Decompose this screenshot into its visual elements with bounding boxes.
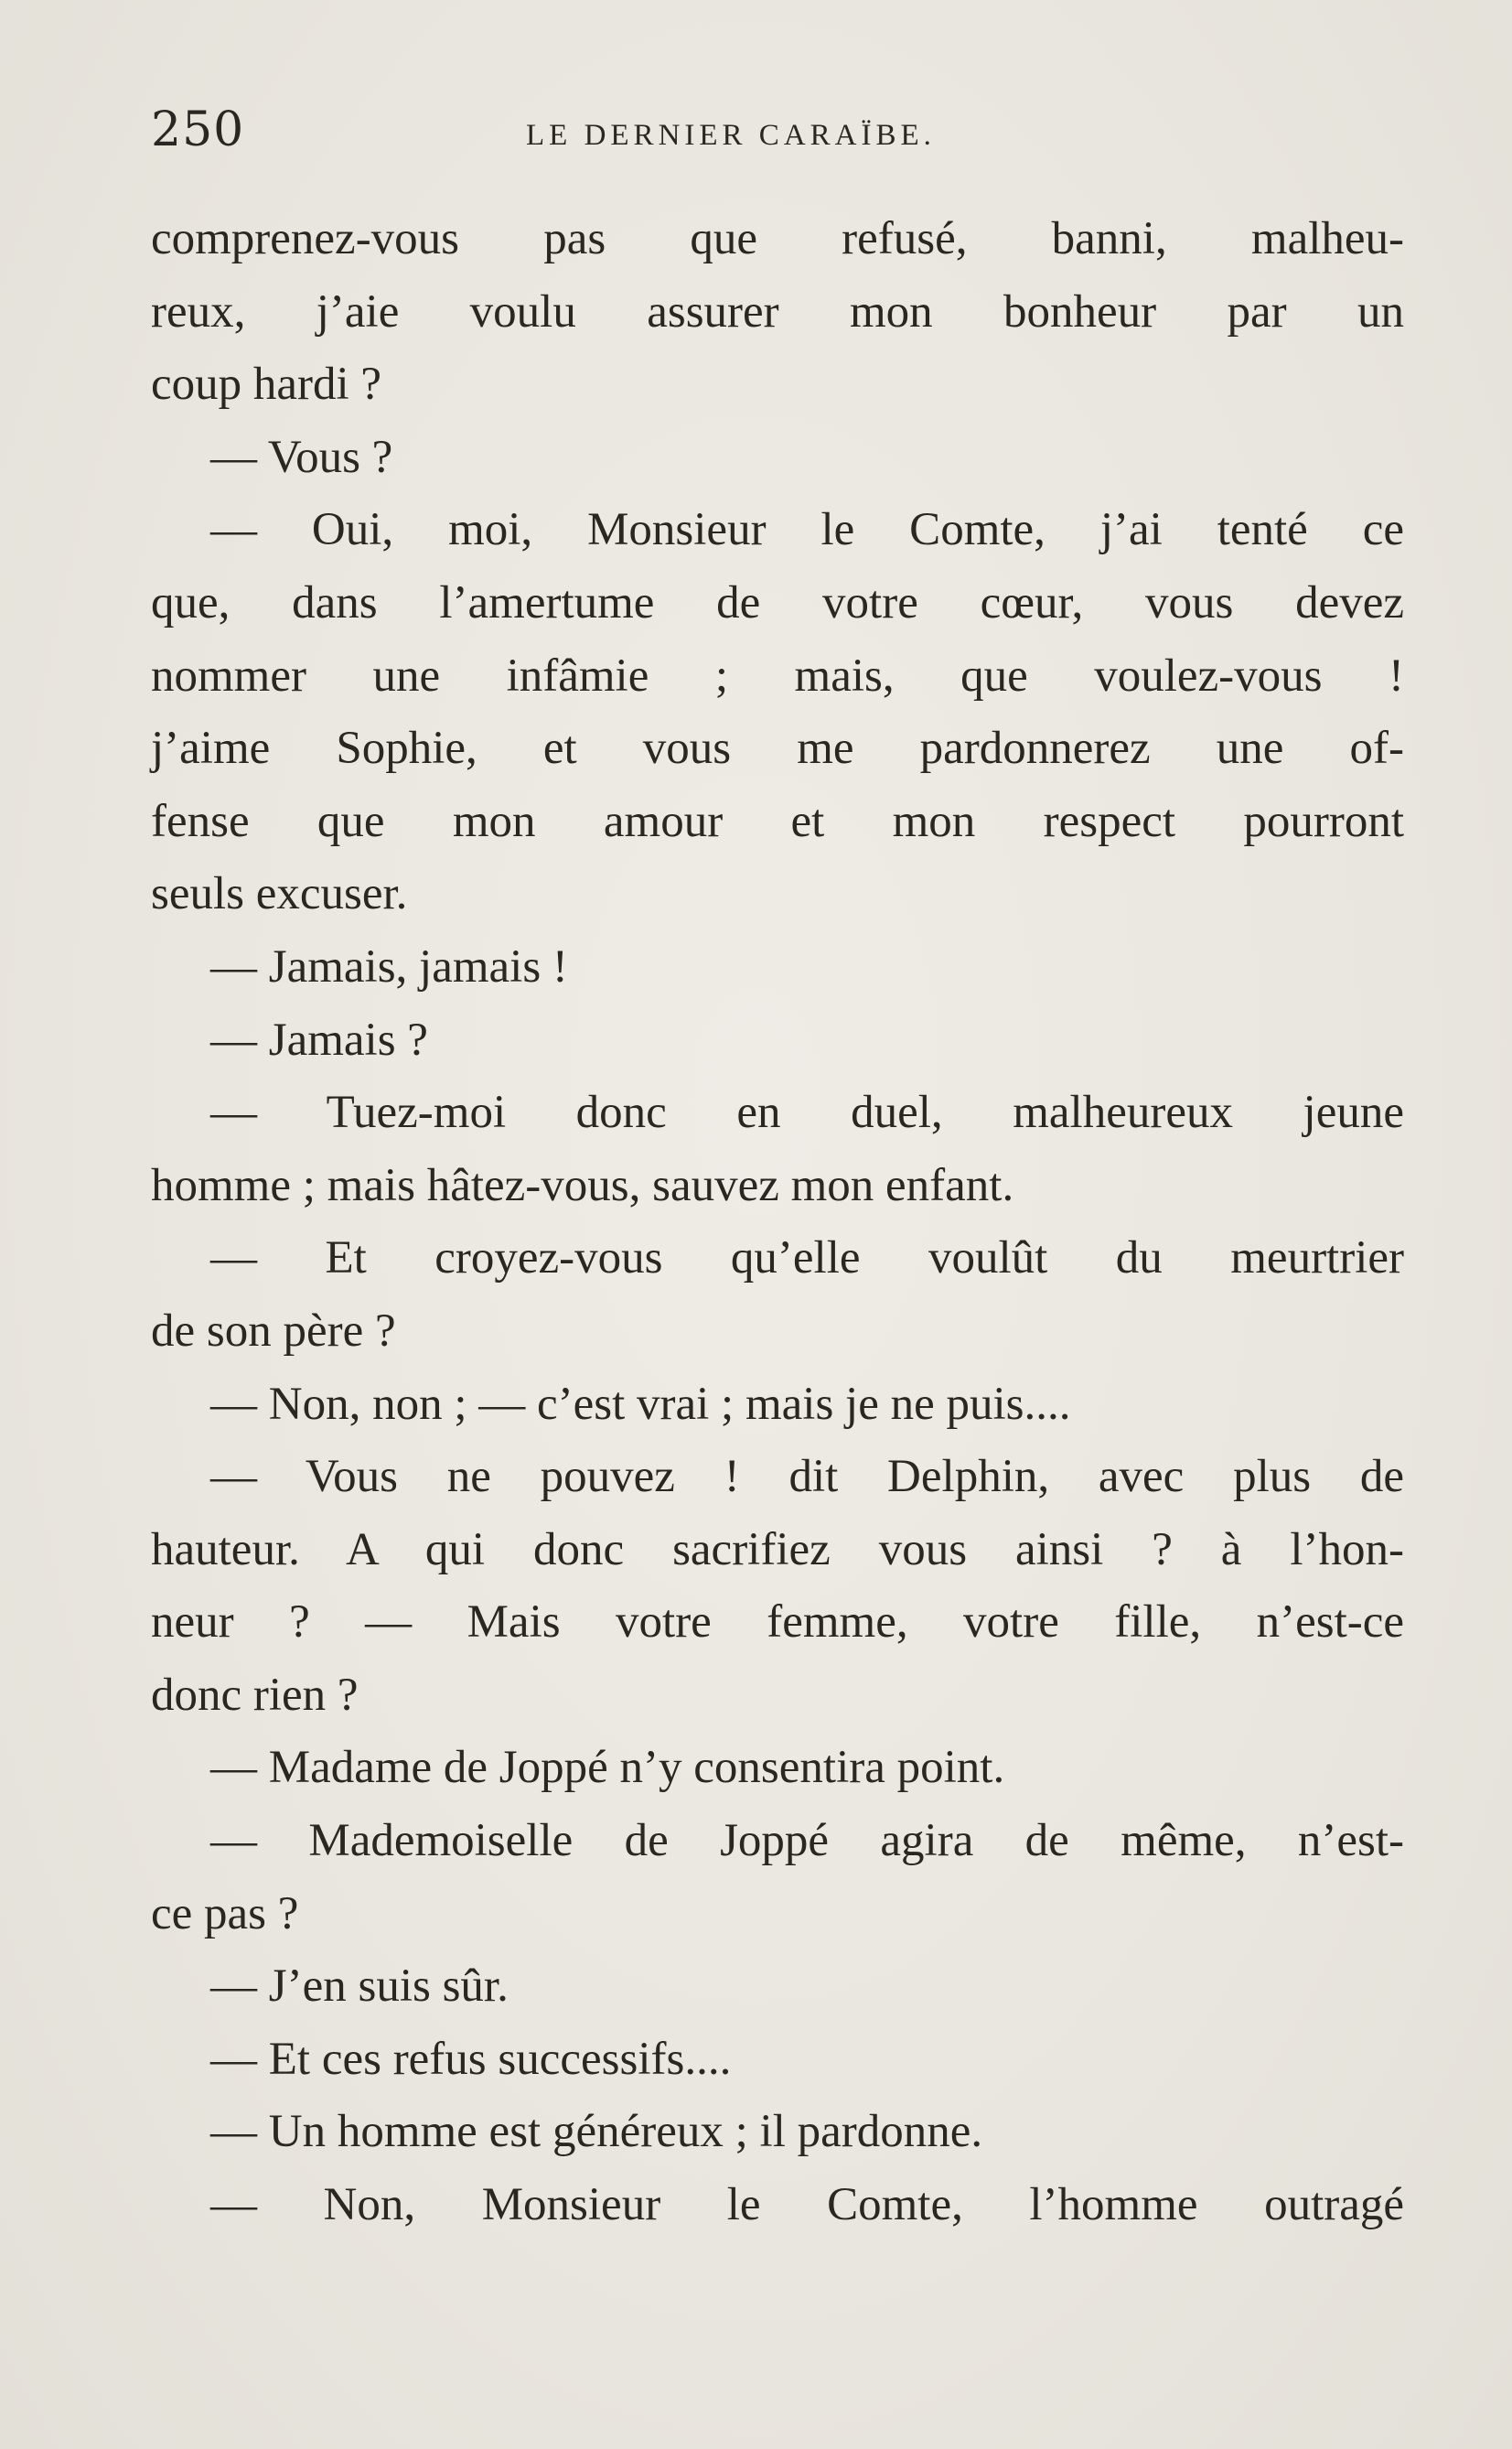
text-line: — Oui, moi, Monsieur le Comte, j’ai tenté ce [210,504,1404,556]
text-line: nommer une infâmie ; mais, que voulez-vous ! [151,650,1404,702]
body-text [151,203,1404,2242]
text-line: — Un homme est généreux ; il pardonne. [210,2106,983,2158]
text-line: seuls excuser. [151,868,408,920]
text-line: — Jamais, jamais ! [210,940,568,993]
text-line: — Non, Monsieur le Comte, l’homme outragé [210,2179,1404,2231]
text-line: — Vous ne pouvez ! dit Delphin, avec plus de [210,1451,1404,1503]
text-line: — Jamais ? [210,1014,428,1066]
text-line: — Tuez-moi donc en duel, malheureux jeune [210,1087,1404,1139]
text-line: — Madame de Joppé n’y consentira point. [210,1742,1005,1794]
page-header [151,102,1404,166]
text-line: homme ; mais hâtez-vous, sauvez mon enfant. [151,1159,1014,1211]
text-line: donc rien ? [151,1669,359,1721]
text-line: de son père ? [151,1305,396,1357]
text-line: comprenez-vous pas que refusé, banni, malheu- [151,213,1404,264]
running-title: LE DERNIER CARAÏBE. [526,119,936,152]
text-line: ce pas ? [151,1887,299,1939]
page-number: 250 [151,102,245,157]
text-line: fense que mon amour et mon respect pourront [151,795,1404,847]
text-line: — Mademoiselle de Joppé agira de même, n’est- [210,1815,1404,1867]
text-line: coup hardi ? [151,359,382,411]
text-line: neur ? — Mais votre femme, votre fille, n’est-ce [151,1596,1404,1649]
text-line: reux, j’aie voulu assurer mon bonheur par un [151,285,1404,338]
text-line: — Et ces refus successifs.... [210,2033,732,2085]
text-line: — Non, non ; — c’est vrai ; mais je ne puis.... [210,1378,1071,1430]
text-line: hauteur. A qui donc sacrifiez vous ainsi ? à l’hon- [151,1523,1404,1575]
text-line: j’aime Sophie, et vous me pardonnerez une of- [151,723,1404,775]
text-line: — Vous ? [210,431,393,483]
text-line: — Et croyez-vous qu’elle voulût du meurtrier [210,1232,1404,1284]
text-line: que, dans l’amertume de votre cœur, vous devez [151,576,1404,628]
text-line: — J’en suis sûr. [210,1960,509,2013]
